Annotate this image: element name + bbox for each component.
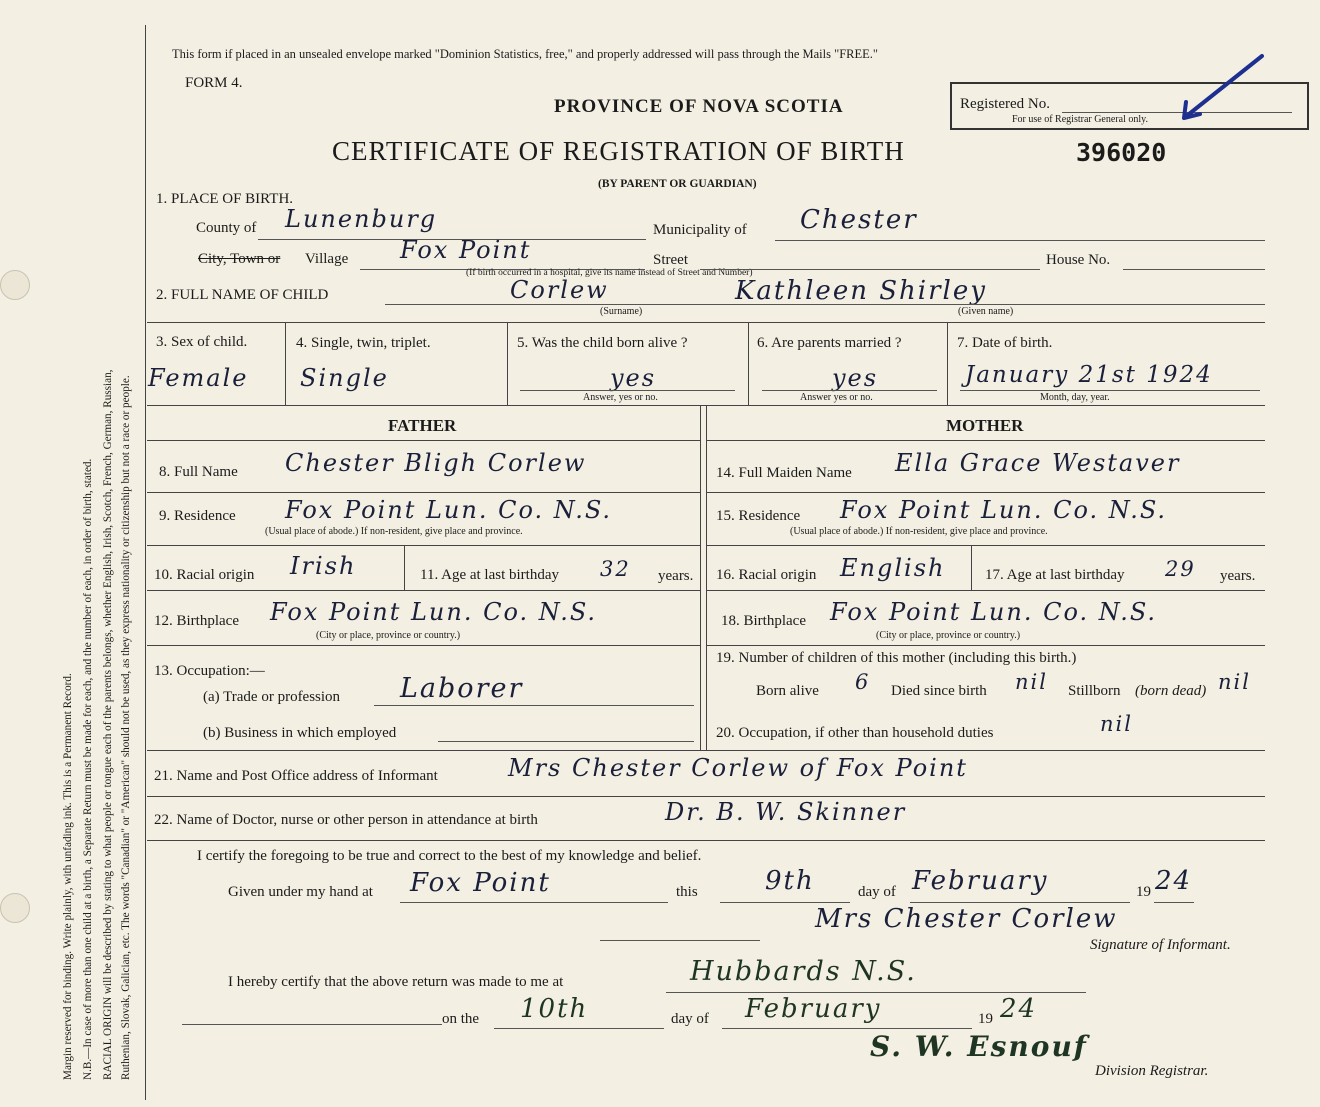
father-racial-label: 10. Racial origin: [154, 567, 255, 583]
underline: [720, 902, 850, 903]
given-under-hand-label: Given under my hand at: [228, 884, 373, 900]
given-day-value: 9th: [765, 866, 815, 896]
stillborn-hint: (born dead): [1135, 683, 1207, 699]
margin-note-4: Ruthenian, Slovak, Galician, etc. The words "Canadian" or "American" should not be used, as they express nationality or citizenship but not a race or people.: [120, 375, 132, 1080]
margin-note-2: N.B.—In case of more than one child at a birth, a Separate Return must be made for each, and the number of each, in order of birth, stated.: [82, 458, 94, 1080]
father-racial-value: Irish: [290, 552, 357, 580]
registrar-year-value: 24: [1000, 994, 1038, 1024]
plurality-value: Single: [300, 364, 389, 392]
doctor-value: Dr. B. W. Skinner: [665, 798, 907, 826]
street-label: Street: [653, 252, 688, 268]
registrar-signature: S. W. Esnouf: [870, 1030, 1088, 1063]
father-name-label: 8. Full Name: [159, 464, 238, 480]
underline: [1154, 902, 1194, 903]
underline: [775, 240, 1265, 241]
rule: [971, 545, 972, 590]
father-birthplace-value: Fox Point Lun. Co. N.S.: [270, 598, 598, 626]
village-value: Fox Point: [400, 236, 532, 264]
mother-residence-hint: (Usual place of abode.) If non-resident, give place and province.: [790, 526, 1048, 537]
born-alive-value: yes: [610, 364, 657, 392]
father-birthplace-hint: (City or place, province or country.): [316, 630, 461, 641]
street-note: (If birth occurred in a hospital, give its name instead of Street and Number): [466, 268, 753, 278]
underline: [1123, 269, 1265, 270]
underline: [438, 741, 694, 742]
city-town-label: City, Town or: [198, 251, 281, 267]
certificate-subtitle: (BY PARENT OR GUARDIAN): [598, 178, 757, 190]
plurality-label: 4. Single, twin, triplet.: [296, 335, 431, 351]
stillborn-label: Stillborn: [1068, 683, 1121, 699]
binding-hole: [0, 893, 30, 923]
postal-note: This form if placed in an unsealed envelope marked "Dominion Statistics, free," and properly addressed will pass through the Mails "FREE.": [172, 47, 879, 61]
pencil-arrow: [1170, 52, 1270, 132]
father-occupation-label: 13. Occupation:—: [154, 663, 265, 679]
registrar-day-value: 10th: [520, 994, 589, 1024]
informant-signature-label: Signature of Informant.: [1090, 937, 1231, 953]
mother-racial-label: 16. Racial origin: [716, 567, 817, 583]
rule: [147, 440, 700, 441]
certificate-title: CERTIFICATE OF REGISTRATION OF BIRTH: [332, 136, 905, 166]
father-birthplace-label: 12. Birthplace: [154, 613, 239, 629]
rule: [748, 322, 749, 405]
child-surname: Corlew: [510, 276, 609, 304]
rule: [404, 545, 405, 590]
sex-label: 3. Sex of child.: [156, 334, 248, 350]
died-since-birth-value: nil: [1015, 670, 1048, 694]
rule: [706, 545, 1265, 546]
sex-value: Female: [148, 364, 249, 392]
rule: [706, 645, 1265, 646]
registrar-statement: I hereby certify that the above return was made to me at: [228, 974, 564, 990]
date-of-birth-hint: Month, day, year.: [1040, 392, 1110, 403]
mother-residence-value: Fox Point Lun. Co. N.S.: [840, 496, 1168, 524]
father-name-value: Chester Bligh Corlew: [285, 449, 587, 477]
certificate-number: 396020: [1076, 138, 1167, 167]
mother-age-unit: years.: [1220, 568, 1256, 584]
margin-rule: [145, 25, 146, 1100]
house-number-label: House No.: [1046, 252, 1111, 268]
rule: [147, 492, 700, 493]
rule: [147, 750, 1265, 751]
informant-label: 21. Name and Post Office address of Informant: [154, 768, 438, 784]
year-prefix: 19: [1136, 884, 1151, 900]
father-residence-value: Fox Point Lun. Co. N.S.: [285, 496, 613, 524]
rule: [147, 645, 700, 646]
father-age-value: 32: [600, 557, 631, 581]
parents-married-label: 6. Are parents married ?: [757, 335, 902, 351]
registered-label: Registered No.: [960, 96, 1050, 112]
doctor-label: 22. Name of Doctor, nurse or other person in attendance at birth: [154, 812, 538, 828]
registrar-year-prefix: 19: [978, 1011, 993, 1027]
mother-age-label: 17. Age at last birthday: [985, 567, 1125, 583]
municipality-label: Municipality of: [653, 222, 747, 238]
date-of-birth-value: January 21st 1924: [965, 362, 1213, 388]
mother-name-label: 14. Full Maiden Name: [716, 465, 852, 481]
informant-signature: Mrs Chester Corlew: [815, 904, 1118, 934]
county-value: Lunenburg: [285, 205, 438, 233]
margin-note-3: RACIAL ORIGIN will be described by stating to what people or tongue each of the parents belongs, whether English, Irish, Scotch, French, German, Russian,: [102, 369, 114, 1080]
underline: [494, 1028, 664, 1029]
mother-children-label: 19. Number of children of this mother (including this birth.): [716, 650, 1077, 666]
this-label: this: [676, 884, 698, 900]
underline: [385, 304, 1265, 305]
municipality-value: Chester: [800, 205, 918, 235]
underline: [960, 390, 1260, 391]
province-heading: PROVINCE OF NOVA SCOTIA: [554, 96, 844, 117]
certify-statement: I certify the foregoing to be true and correct to the best of my knowledge and belief.: [197, 848, 702, 864]
form-number: FORM 4.: [185, 75, 243, 91]
rule: [947, 322, 948, 405]
mother-occupation-label: 20. Occupation, if other than household duties: [716, 725, 994, 741]
rule: [507, 322, 508, 405]
village-label: Village: [305, 251, 349, 267]
on-the-label: on the: [442, 1011, 480, 1027]
child-given-name: Kathleen Shirley: [735, 276, 987, 306]
registrar-month-value: February: [745, 994, 882, 1024]
rule: [706, 492, 1265, 493]
father-business-label: (b) Business in which employed: [203, 725, 397, 741]
underline: [666, 992, 1086, 993]
rule: [147, 590, 700, 591]
date-of-birth-label: 7. Date of birth.: [957, 335, 1053, 351]
registrar-signature-label: Division Registrar.: [1095, 1063, 1209, 1079]
born-alive-count-label: Born alive: [756, 683, 819, 699]
given-year-value: 24: [1155, 866, 1193, 896]
father-trade-label: (a) Trade or profession: [203, 689, 341, 705]
given-month-value: February: [912, 866, 1049, 896]
rule: [285, 322, 286, 405]
registrar-place-value: Hubbards N.S.: [690, 956, 917, 987]
mother-birthplace-label: 18. Birthplace: [721, 613, 806, 629]
rule: [147, 796, 1265, 797]
parents-married-hint: Answer yes or no.: [800, 392, 873, 403]
underline: [400, 902, 668, 903]
father-heading: FATHER: [388, 416, 457, 435]
registered-note: For use of Registrar General only.: [1012, 114, 1148, 125]
county-label: County of: [196, 220, 257, 236]
registrar-day-of-label: day of: [671, 1011, 709, 1027]
father-residence-hint: (Usual place of abode.) If non-resident, give place and province.: [265, 526, 523, 537]
mother-heading: MOTHER: [946, 416, 1024, 435]
mother-age-value: 29: [1165, 557, 1196, 581]
rule: [147, 545, 700, 546]
day-of-label: day of: [858, 884, 896, 900]
died-since-birth-label: Died since birth: [891, 683, 987, 699]
mother-racial-value: English: [840, 554, 946, 582]
born-alive-count: 6: [855, 670, 871, 694]
mother-birthplace-value: Fox Point Lun. Co. N.S.: [830, 598, 1158, 626]
underline: [910, 902, 1130, 903]
informant-value: Mrs Chester Corlew of Fox Point: [508, 754, 968, 782]
underline: [520, 390, 735, 391]
rule: [700, 405, 701, 750]
mother-name-value: Ella Grace Westaver: [895, 449, 1181, 477]
binding-hole: [0, 270, 30, 300]
child-name-label: 2. FULL NAME OF CHILD: [156, 287, 329, 303]
mother-birthplace-hint: (City or place, province or country.): [876, 630, 1021, 641]
rule: [147, 322, 1265, 323]
father-age-label: 11. Age at last birthday: [420, 567, 559, 583]
given-name-hint: (Given name): [958, 306, 1014, 317]
father-trade-value: Laborer: [400, 673, 524, 704]
father-residence-label: 9. Residence: [159, 508, 236, 524]
margin-note-1: Margin reserved for binding. Write plainly, with unfading ink. This is a Permanent Record.: [62, 673, 74, 1080]
underline: [600, 940, 760, 941]
mother-residence-label: 15. Residence: [716, 508, 801, 524]
born-alive-label: 5. Was the child born alive ?: [517, 335, 688, 351]
mother-occupation-value: nil: [1100, 712, 1133, 736]
rule: [147, 840, 1265, 841]
rule: [706, 405, 707, 750]
underline: [374, 705, 694, 706]
surname-hint: (Surname): [600, 306, 643, 317]
underline: [700, 269, 1040, 270]
stillborn-value: nil: [1218, 670, 1251, 694]
rule: [706, 440, 1265, 441]
rule: [706, 590, 1265, 591]
place-of-birth-label: 1. PLACE OF BIRTH.: [156, 191, 294, 207]
underline: [722, 1028, 972, 1029]
underline: [182, 1024, 442, 1025]
parents-married-value: yes: [832, 364, 879, 392]
born-alive-hint: Answer, yes or no.: [583, 392, 658, 403]
father-age-unit: years.: [658, 568, 694, 584]
given-place-value: Fox Point: [410, 868, 551, 898]
underline: [762, 390, 937, 391]
